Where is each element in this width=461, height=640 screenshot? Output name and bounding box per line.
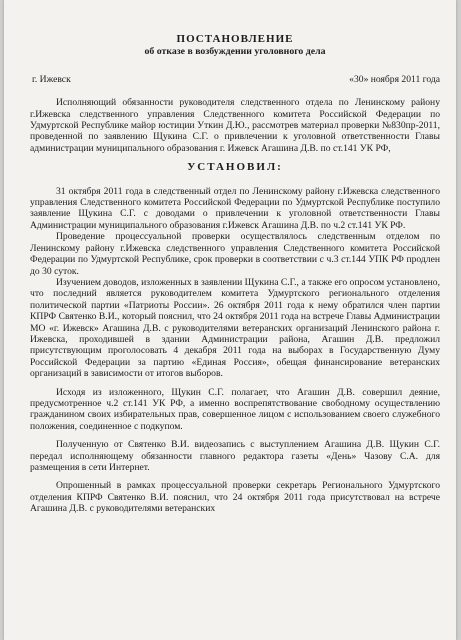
paragraph-4: Исходя из изложенного, Щукин С.Г. полагает, что Агашин Д.В. совершил деяние, предусмотренное ч.2 ст.141 УК РФ, а именно воспрепятствование свободному осуществлению гражданином своих избирательных прав, совершенное лицом с использованием своего служебного положения, соединенное с подкупом. bbox=[30, 386, 440, 432]
document-page bbox=[4, 0, 456, 640]
document-title: ПОСТАНОВЛЕНИЕ bbox=[176, 33, 294, 45]
document-subtitle: об отказе в возбуждении уголовного дела bbox=[144, 46, 326, 58]
paragraph-gap bbox=[30, 380, 440, 387]
paragraph-2: Проведение процессуальной проверки осуществлялось следственным отделом по Ленинскому району г.Ижевска следственного управления Следственного комитета Российской Федерации по Удмуртской Республике, срок проверки в соответствии с ч.3 ст.144 УПК РФ продлен до 30 суток. bbox=[30, 231, 440, 277]
intro-paragraph: Исполняющий обязанности руководителя следственного отдела по Ленинскому району г.Ижевска следственного управления Следственного комитета Российской Федерации по Удмуртской Республике майор юстиции Уткин Д.Ю., рассмотрев материал проверки №830пр-2011, проведенной по заявлению Щукина С.Г. о привлечении к уголовной ответственности Главы администрации муниципального образования г. Ижевск Агашина Д.В. по ст.141 УК РФ, bbox=[30, 97, 440, 154]
document-city: г. Ижевск bbox=[32, 73, 71, 85]
document-date: «30» ноября 2011 года bbox=[349, 73, 440, 85]
paragraph-5: Полученную от Святенко В.И. видеозапись с выступлением Агашина Д.В. Щукин С.Г. передал исполняющему обязанности главного редактора газеты «День» Чазову С.А. для размещения в сети Интернет. bbox=[30, 439, 440, 473]
document-body bbox=[30, 34, 440, 515]
paragraph-3: Изучением доводов, изложенных в заявлении Щукина С.Г., а также его опросом установлено, что последний является руководителем комитета Удмуртского регионального отделения политической партии «Патриоты России». 26 октября 2011 года к нему обратился член партии КПРФ Святенко В.И., который пояснил, что 24 октября 2011 года на встрече Главы Администрации МО «г. Ижевск» Агашина Д.В. с руководителями ветеранских организаций Ленинского района г. Ижевска, проходившей в здании Администрации района, Агашин Д.В. предложил присутствующим проголосовать 4 декабря 2011 года на выборах в Государственную Думу Российской Федерации за партию «Единая Россия», обещая финансирование ветеранских организаций в зависимости от итогов выборов. bbox=[30, 276, 440, 380]
paragraph-6: Опрошенный в рамках процессуальной проверки секретарь Регионального Удмуртского отделения КПРФ Святенко В.И. пояснил, что 24 октября 2011 года присутствовал на встрече Агашина Д.В. с руководителями ветеранских bbox=[30, 480, 440, 515]
place-date-row bbox=[30, 74, 440, 85]
paragraph-1: 31 октября 2011 года в следственный отдел по Ленинскому району г.Ижевска следственного управления Следственного комитета Российской Федерации по Удмуртской Республике поступило заявление Щукина С.Г. с доводами о привлечении к уголовной ответственности Главы Администрации муниципального образования г.Ижевск Агашина Д.В. по ч.2 ст.141 УК РФ. bbox=[30, 185, 440, 231]
section-heading: УСТАНОВИЛ: bbox=[187, 161, 283, 174]
paragraph-gap bbox=[30, 432, 440, 439]
paragraph-gap bbox=[30, 473, 440, 480]
